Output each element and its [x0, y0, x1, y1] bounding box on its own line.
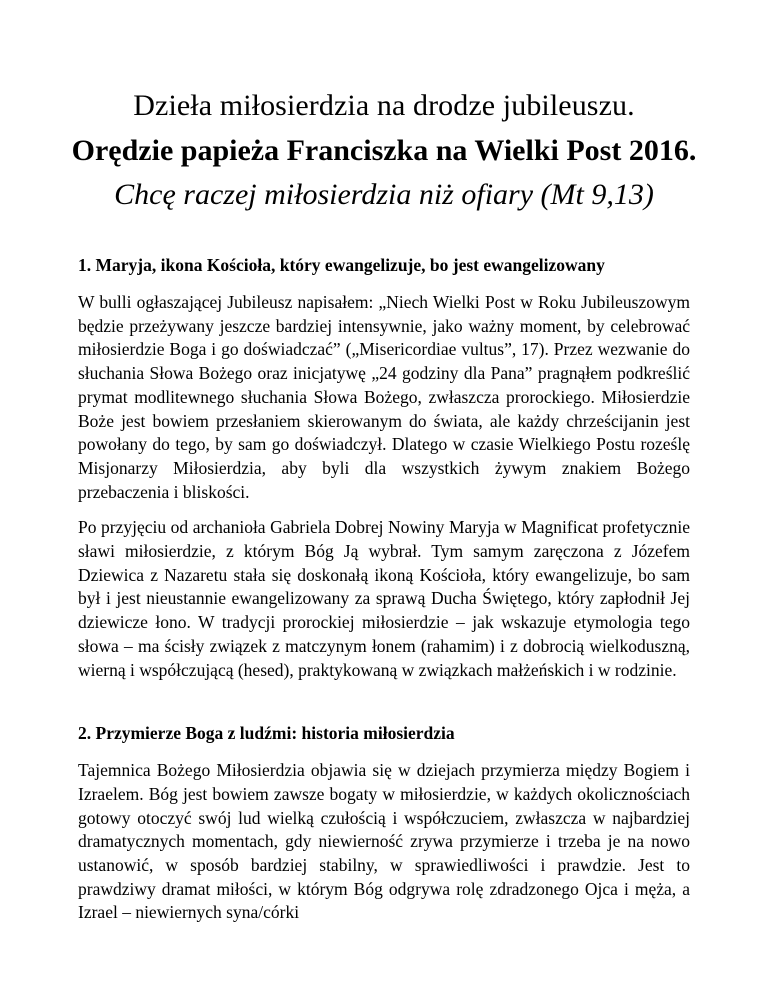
document-motto: Chcę raczej miłosierdzia niż ofiary (Mt 9,13): [114, 178, 654, 211]
section-spacer: [78, 694, 690, 721]
section-heading: 1. Maryja, ikona Kościoła, który ewangelizuje, bo jest ewangelizowany: [78, 255, 605, 275]
paragraph: Po przyjęciu od archanioła Gabriela Dobrej Nowiny Maryja w Magnificat profetycznie sławi miłosierdzie, z którym Bóg Ją wybrał. Tym samym zaręczona z Józefem Dziewica z Nazaretu stała się doskonałą ikoną Kościoła, który ewangelizuje, bo sam był i jest nieustannie ewangelizowany za sprawą Ducha Świętego, który zapłodnił Jej dziewicze łono. W tradycji prorockiej miłosierdzie – jak wskazuje etymologia tego słowa – ma ścisły związek z matczynym łonem (rahamim) i z dobrocią wielkoduszną, wierną i współczującą (hesed), praktykowaną w związkach małżeńskich i w rodzinie.: [78, 517, 690, 680]
document-title: Dzieła miłosierdzia na drodze jubileuszu.: [133, 89, 635, 122]
section-heading: 2. Przymierze Boga z ludźmi: historia miłosierdzia: [78, 723, 455, 744]
document-body: [78, 253, 690, 937]
section-1: [78, 253, 690, 682]
title-block: [0, 86, 768, 215]
section-2: [78, 721, 690, 925]
paragraph: Tajemnica Bożego Miłosierdzia objawia się w dziejach przymierza między Bogiem i Izraelem. Bóg jest bowiem zawsze bogaty w miłosierdzie, w każdych okolicznościach gotowy otoczyć swój lud wielką czułością i współczuciem, zwłaszcza w najbardziej dramatycznych momentach, gdy niewierność zrywa przymierze i trzeba je na nowo ustanowić, w sposób bardziej stabilny, w sprawiedliwości i prawdzie. Jest to prawdziwy dramat miłości, w którym Bóg odgrywa rolę zdradzonego Ojca i męża, a Izrael – niewiernych syna/córki: [78, 760, 690, 923]
document-subtitle: Orędzie papieża Franciszka na Wielki Post 2016.: [71, 134, 697, 167]
paragraph: W bulli ogłaszającej Jubileusz napisałem: „Niech Wielki Post w Roku Jubileuszowym będzie przeżywany jeszcze bardziej intensywnie, jako ważny moment, by celebrować miłosierdzie Boga i go doświadczać” („Misericordiae vultus”, 17). Przez wezwanie do słuchania Słowa Bożego oraz inicjatywę „24 godziny dla Pana” pragnąłem podkreślić prymat modlitewnego słuchania Słowa Bożego, zwłaszcza prorockiego. Miłosierdzie Boże jest bowiem przesłaniem skierowanym do świata, ale każdy chrześcijanin jest powołany do tego, by sam go doświadczył. Dlatego w czasie Wielkiego Postu roześlę Misjonarzy Miłosierdzia, aby byli dla wszystkich żywym znakiem Bożego przebaczenia i bliskości.: [78, 292, 690, 502]
